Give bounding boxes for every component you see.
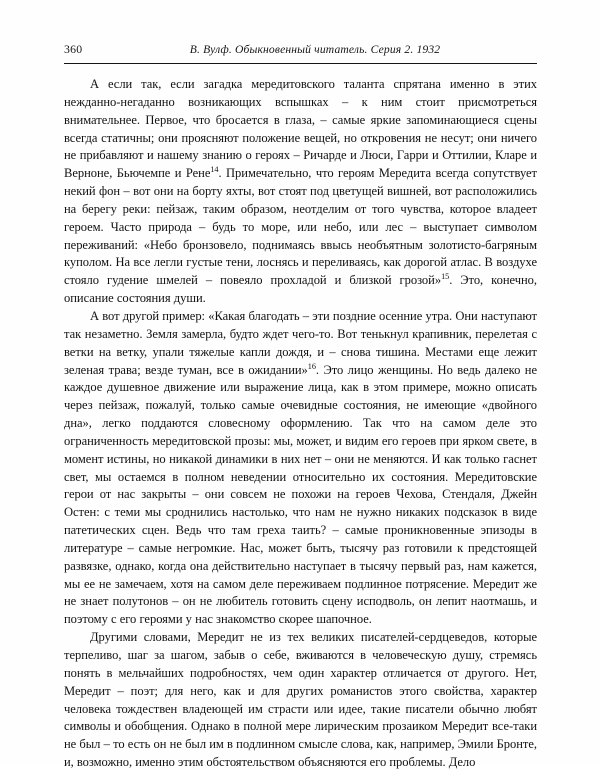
paragraph-2-segment-a: А вот другой пример: «Какая благодать – эти поздние осенние утра. Они наступают так незаметно. Земля замерла, будто ждет чего-то. Вот тенькнул крапивник, перелетая с ветки на ветку, упали тяжелые капли дождя, и – снова тишина. Местами еще лежит зеленая трава; везде туман, все в ожидании» [64,308,537,377]
paragraph-2-segment-b: . Это лицо женщины. Но ведь далеко не каждое душевное движение или выражение лица, как в этом примере, можно описать через пейзаж, пожалуй, только самые очевидные состояния, не имеющие «двойного дна», легко поддаются словесному оформлению. Так что на самом деле это ограниченность мередитовской прозы: мы, может, и видим его героев при ярком свете, в момент истины, но никакой динамики в них нет – они не меняются. И как только гаснет свет, мы остаемся в полном неведении относительно их состояния. Мередитовские герои от нас закрыты – они совсем не похожи на героев Чехова, Стендаля, Джейн Остен: с теми мы сроднились настолько, что нам не нужно никаких подсказок в виде патетических сцен. Ведь что там греха таить? – самые проникновенные эпизоды в литературе – самые негромкие. Нас, может быть, тысячу раз готовили к предстоящей развязке, однако, когда она действительно наступает в тысячу первый раз, нам кажется, мы ее не замечаем, хотя на самом деле переживаем подлинное потрясение. Мередит же не знает полутонов – он не любитель готовить сцену исподволь, он лепит наотмашь, и поэтому с его героями у нас знакомство скорее шапочное. [64,362,537,627]
footnote-ref-16[interactable]: 16 [307,361,316,371]
page-number: 360 [64,42,83,56]
header-rule-divider [64,63,537,64]
paragraph-1 [64,76,537,308]
paragraph-1-segment-c: . Это, конечно, описание состояния души. [64,273,537,306]
running-head [64,42,538,57]
paragraph-1-segment-a: А если так, если загадка мередитовского таланта спрятана именно в этих нежданно-негаданно возникающих вспышках – к ним стоит присмотреться внимательнее. Первое, что бросается в глаза, – самые яркие запоминающиеся сцены всегда статичны; они проясняют положение вещей, но откровения не несут; они ничего не прибавляют и нашему знанию о героях – Ричарде и Люси, Гарри и Оттилии, Кларе и Верноне, Бьючемпе и Рене [64,77,537,181]
running-head-title: В. Вулф. Обыкновенный читатель. Серия 2. 1932 [189,43,441,56]
footnote-ref-15[interactable]: 15 [441,272,450,282]
paragraph-1-segment-b: . Примечательно, что героям Мередита всегда сопутствует некий фон – вот они на борту яхты, вот стоят под цветущей вишней, вот расположились на берегу реки: пейзаж, таким образом, неотделим от того чувства, которое владеет героем. Часто природа – будь то море, или небо, или лес – выступает символом переживаний: «Небо бронзовело, поднимаясь ввысь необъятным золотисто-багряным куполом. На все легли густые тени, лоснясь и переливаясь, как дорогой атлас. В воздухе стояло гудение шмелей – повеяло прохладой и близкой грозой» [64,166,537,288]
paragraph-2 [64,308,537,629]
body-text-block [64,76,537,772]
footnote-ref-14[interactable]: 14 [210,165,219,175]
paragraph-3: Другими словами, Мередит не из тех великих писателей-сердцеведов, которые терпеливо, шаг за шагом, забыв о себе, вживаются в человеческую душу, стремясь понять в мельчайших подробностях, чем один характер отличается от другого. Нет, Мередит – поэт; для него, как и для других романистов этого свойства, характер человека тождествен владеющей им страсти или идее, такие писатели обычно любят символы и обобщения. Однако в полной мере лирическим прозаиком Мередит все-таки не был – то есть он не был им в подлинном смысле слова, как, например, Эмили Бронте, и, возможно, именно этим обстоятельством объясняются его проблемы. Дело [64,630,537,770]
